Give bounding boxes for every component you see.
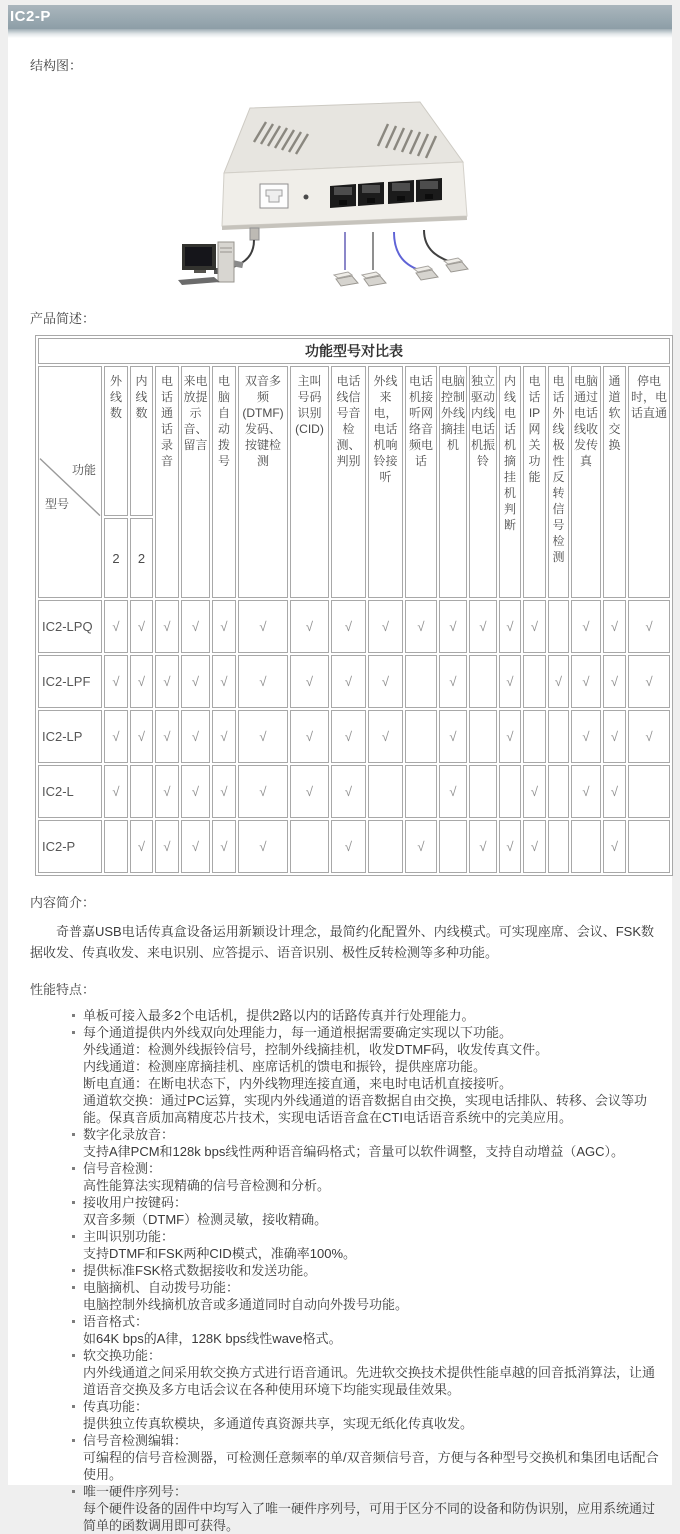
check-cell: √ — [104, 765, 128, 818]
feature-item — [70, 1313, 660, 1347]
check-cell: √ — [155, 600, 179, 653]
column-value: 2 — [104, 518, 128, 598]
model-name: IC2-LPF — [38, 655, 102, 708]
check-cell: √ — [368, 710, 403, 763]
column-header: 内线数 — [130, 366, 153, 516]
check-cell — [523, 710, 546, 763]
column-header: 电脑控制外线摘挂机 — [439, 366, 467, 598]
check-cell: √ — [331, 600, 366, 653]
model-name: IC2-LPQ — [38, 600, 102, 653]
feature-item — [70, 1024, 660, 1126]
column-header: 外线来电，电话机响铃接听 — [368, 366, 403, 598]
check-cell: √ — [181, 710, 210, 763]
check-cell: √ — [368, 655, 403, 708]
check-cell: √ — [104, 655, 128, 708]
check-cell: √ — [499, 710, 521, 763]
intro-label: 内容简介： — [30, 895, 96, 910]
column-header: 电话IP网关功能 — [523, 366, 546, 598]
check-cell: √ — [603, 655, 626, 708]
check-cell — [439, 820, 467, 873]
feature-detail: 如64K bps的A律，128K bps线性wave格式。 — [83, 1331, 342, 1346]
feature-item — [70, 1279, 660, 1313]
column-header: 通道软交换 — [603, 366, 626, 598]
comparison-table — [35, 335, 673, 876]
column-header: 主叫号码识别(CID) — [290, 366, 329, 598]
device-photo — [170, 94, 500, 292]
feature-detail: 内线通道：检测座席摘挂机、座席话机的馈电和振铃，提供座席功能。 — [83, 1059, 487, 1074]
check-cell: √ — [155, 765, 179, 818]
feature-detail: 电脑控制外线摘机放音或多通道同时自动向外拨号功能。 — [83, 1297, 409, 1312]
feature-text: 信号音检测： — [83, 1161, 162, 1176]
check-cell: √ — [212, 710, 236, 763]
check-cell — [405, 655, 437, 708]
model-name: IC2-L — [38, 765, 102, 818]
phone-cable-3 — [394, 232, 422, 271]
check-cell — [628, 820, 670, 873]
check-cell: √ — [331, 765, 366, 818]
check-cell: √ — [130, 710, 153, 763]
check-cell: √ — [405, 600, 437, 653]
structure-figure — [30, 94, 660, 292]
check-cell: √ — [212, 820, 236, 873]
features-list — [30, 1007, 660, 1534]
feature-item — [70, 1007, 660, 1024]
feature-detail: 内外线通道之间采用软交换方式进行语音通讯。先进软交换技术提供性能卓越的回音抵消算法，让通道语音交换及多方电话会议在各种使用环境下均能实现最佳效果。 — [83, 1365, 656, 1397]
feature-detail: 外线通道：检测外线振铃信号，控制外线摘挂机，收发DTMF码，收发传真文件。 — [83, 1042, 549, 1057]
check-cell: √ — [405, 820, 437, 873]
phone-icons — [334, 258, 468, 286]
check-cell: √ — [181, 765, 210, 818]
column-header: 电话外线极性反转信号检测 — [548, 366, 569, 598]
check-cell — [523, 655, 546, 708]
page — [8, 5, 672, 1533]
table-title: 功能型号对比表 — [38, 338, 670, 364]
check-cell: √ — [523, 600, 546, 653]
check-cell: √ — [290, 655, 329, 708]
feature-detail: 断电直通：在断电状态下，内外线物理连接直通，来电时电话机直接接听。 — [83, 1076, 513, 1091]
features-label: 性能特点： — [30, 982, 96, 997]
check-cell — [548, 820, 569, 873]
column-header: 双音多频(DTMF)发码、按键检测 — [238, 366, 288, 598]
feature-text: 电脑摘机、自动拨号功能： — [83, 1280, 240, 1295]
table-row — [38, 655, 670, 708]
model-name: IC2-P — [38, 820, 102, 873]
feature-detail: 可编程的信号音检测器，可检测任意频率的单/双音频信号音，方便与各种型号交换机和集团电话配合使用。 — [83, 1450, 659, 1482]
feature-detail: 通道软交换：通过PC运算，实现内外线通道的语音数据自由交换，实现电话排队、转移、会议等功能。保真音质加高精度芯片技术，实现电话语音盒在CTI电话语音系统中的完美应用。 — [83, 1093, 648, 1125]
check-cell: √ — [155, 655, 179, 708]
feature-text: 信号音检测编辑： — [83, 1433, 188, 1448]
check-cell — [469, 765, 497, 818]
feature-detail: 高性能算法实现精确的信号音检测和分析。 — [83, 1178, 331, 1193]
check-cell: √ — [499, 655, 521, 708]
check-cell: √ — [523, 820, 546, 873]
structure-label: 结构图： — [30, 58, 83, 73]
check-cell: √ — [331, 655, 366, 708]
column-header: 内线电话机摘挂机判断 — [499, 366, 521, 598]
check-cell — [499, 765, 521, 818]
feature-detail: 双音多频（DTMF）检测灵敏，接收精确。 — [83, 1212, 328, 1227]
feature-item — [70, 1160, 660, 1194]
check-cell: √ — [155, 820, 179, 873]
check-cell — [368, 765, 403, 818]
check-cell: √ — [603, 710, 626, 763]
check-cell: √ — [238, 710, 288, 763]
check-cell: √ — [368, 600, 403, 653]
check-cell: √ — [523, 765, 546, 818]
check-cell: √ — [181, 600, 210, 653]
content — [8, 55, 672, 1534]
model-name: IC2-LP — [38, 710, 102, 763]
page-header-bar — [8, 5, 672, 29]
check-cell: √ — [181, 820, 210, 873]
check-cell — [548, 710, 569, 763]
check-cell: √ — [571, 710, 601, 763]
column-header: 外线数 — [104, 366, 128, 516]
feature-text: 提供标准FSK格式数据接收和发送功能。 — [83, 1263, 317, 1278]
feature-item — [70, 1432, 660, 1483]
usb-port-icon — [260, 184, 288, 208]
feature-item — [70, 1347, 660, 1398]
check-cell: √ — [238, 655, 288, 708]
table-row — [38, 600, 670, 653]
corner-label-function: 功能 — [71, 463, 96, 477]
check-cell: √ — [212, 600, 236, 653]
check-cell: √ — [571, 600, 601, 653]
check-cell: √ — [571, 655, 601, 708]
check-cell — [290, 820, 329, 873]
check-cell: √ — [439, 710, 467, 763]
check-cell — [104, 820, 128, 873]
feature-item — [70, 1398, 660, 1432]
check-cell: √ — [439, 655, 467, 708]
check-cell: √ — [603, 820, 626, 873]
check-cell: √ — [331, 710, 366, 763]
corner-label-model: 型号 — [45, 497, 70, 511]
check-cell: √ — [439, 600, 467, 653]
check-cell: √ — [290, 765, 329, 818]
column-header: 电脑自动拨号 — [212, 366, 236, 598]
page-title: IC2-P — [10, 8, 51, 25]
check-cell: √ — [238, 765, 288, 818]
check-cell — [469, 710, 497, 763]
check-cell: √ — [181, 655, 210, 708]
intro-paragraph: 奇普嘉USB电话传真盒设备运用新颖设计理念，最简约化配置外、内线模式。可实现座席、会议、FSK数据收发、传真收发、来电识别、应答提示、语音识别、极性反转检测等多种功能。 — [30, 924, 655, 960]
feature-item — [70, 1194, 660, 1228]
check-cell — [405, 765, 437, 818]
feature-item — [70, 1228, 660, 1262]
usb-phone-box-icon — [222, 102, 467, 230]
check-cell: √ — [155, 710, 179, 763]
check-cell: √ — [130, 600, 153, 653]
feature-text: 软交换功能： — [83, 1348, 162, 1363]
check-cell: √ — [130, 820, 153, 873]
column-header: 独立驱动内线电话机振铃 — [469, 366, 497, 598]
check-cell: √ — [499, 820, 521, 873]
computer-icon — [178, 242, 234, 285]
check-cell: √ — [628, 600, 670, 653]
comparison-table-body — [38, 338, 670, 873]
feature-text: 每个通道提供内外线双向处理能力，每一通道根据需要确定实现以下功能。 — [83, 1025, 513, 1040]
check-cell: √ — [238, 820, 288, 873]
check-cell: √ — [130, 655, 153, 708]
feature-detail: 支持A律PCM和128k bps线性两种语音编码格式；音量可以软件调整，支持自动增益（AGC）。 — [83, 1144, 624, 1159]
check-cell — [548, 765, 569, 818]
check-cell: √ — [104, 710, 128, 763]
check-cell — [571, 820, 601, 873]
header-fade — [8, 29, 672, 38]
column-header: 停电时，电话直通 — [628, 366, 670, 598]
feature-text: 单板可接入最多2个电话机，提供2路以内的话路传真并行处理能力。 — [83, 1008, 475, 1023]
table-row — [38, 820, 670, 873]
feature-text: 接收用户按键码： — [83, 1195, 188, 1210]
check-cell: √ — [603, 600, 626, 653]
product-brief-label: 产品简述： — [30, 311, 96, 326]
table-corner-cell — [38, 366, 102, 598]
check-cell — [368, 820, 403, 873]
check-cell: √ — [499, 600, 521, 653]
check-cell: √ — [104, 600, 128, 653]
feature-item — [70, 1262, 660, 1279]
check-cell — [469, 655, 497, 708]
phone-cable-4 — [424, 230, 454, 263]
table-row — [38, 765, 670, 818]
column-header: 电话线信号音检测、判别 — [331, 366, 366, 598]
check-cell: √ — [628, 655, 670, 708]
feature-detail: 提供独立传真软模块，多通道传真资源共享，实现无纸化传真收发。 — [83, 1416, 474, 1431]
feature-item — [70, 1483, 660, 1534]
feature-item — [70, 1126, 660, 1160]
feature-text: 语音格式： — [83, 1314, 149, 1329]
table-row — [38, 710, 670, 763]
feature-text: 主叫识别功能： — [83, 1229, 175, 1244]
feature-text: 传真功能： — [83, 1399, 149, 1414]
check-cell — [405, 710, 437, 763]
corner-diagonal-line — [39, 367, 101, 597]
check-cell — [628, 765, 670, 818]
column-value: 2 — [130, 518, 153, 598]
check-cell: √ — [571, 765, 601, 818]
column-header: 电话通话录音 — [155, 366, 179, 598]
column-header: 电话机接听网络音频电话 — [405, 366, 437, 598]
check-cell: √ — [469, 820, 497, 873]
check-cell: √ — [290, 710, 329, 763]
check-cell: √ — [603, 765, 626, 818]
feature-text: 数字化录放音： — [83, 1127, 175, 1142]
check-cell: √ — [290, 600, 329, 653]
check-cell — [130, 765, 153, 818]
check-cell: √ — [439, 765, 467, 818]
check-cell: √ — [212, 765, 236, 818]
check-cell: √ — [548, 655, 569, 708]
check-cell: √ — [469, 600, 497, 653]
feature-detail: 支持DTMF和FSK两种CID模式，准确率100%。 — [83, 1246, 357, 1261]
column-header: 来电放提示音、留言 — [181, 366, 210, 598]
check-cell: √ — [628, 710, 670, 763]
column-header: 电脑通过电话线收发传真 — [571, 366, 601, 598]
check-cell: √ — [212, 655, 236, 708]
check-cell — [548, 600, 569, 653]
feature-text: 唯一硬件序列号： — [83, 1484, 188, 1499]
feature-detail: 每个硬件设备的固件中均写入了唯一硬件序列号，可用于区分不同的设备和防伪识别，应用系统通过简单的函数调用即可获得。 — [83, 1501, 656, 1533]
led-hole-icon — [304, 195, 309, 200]
check-cell: √ — [238, 600, 288, 653]
check-cell: √ — [331, 820, 366, 873]
